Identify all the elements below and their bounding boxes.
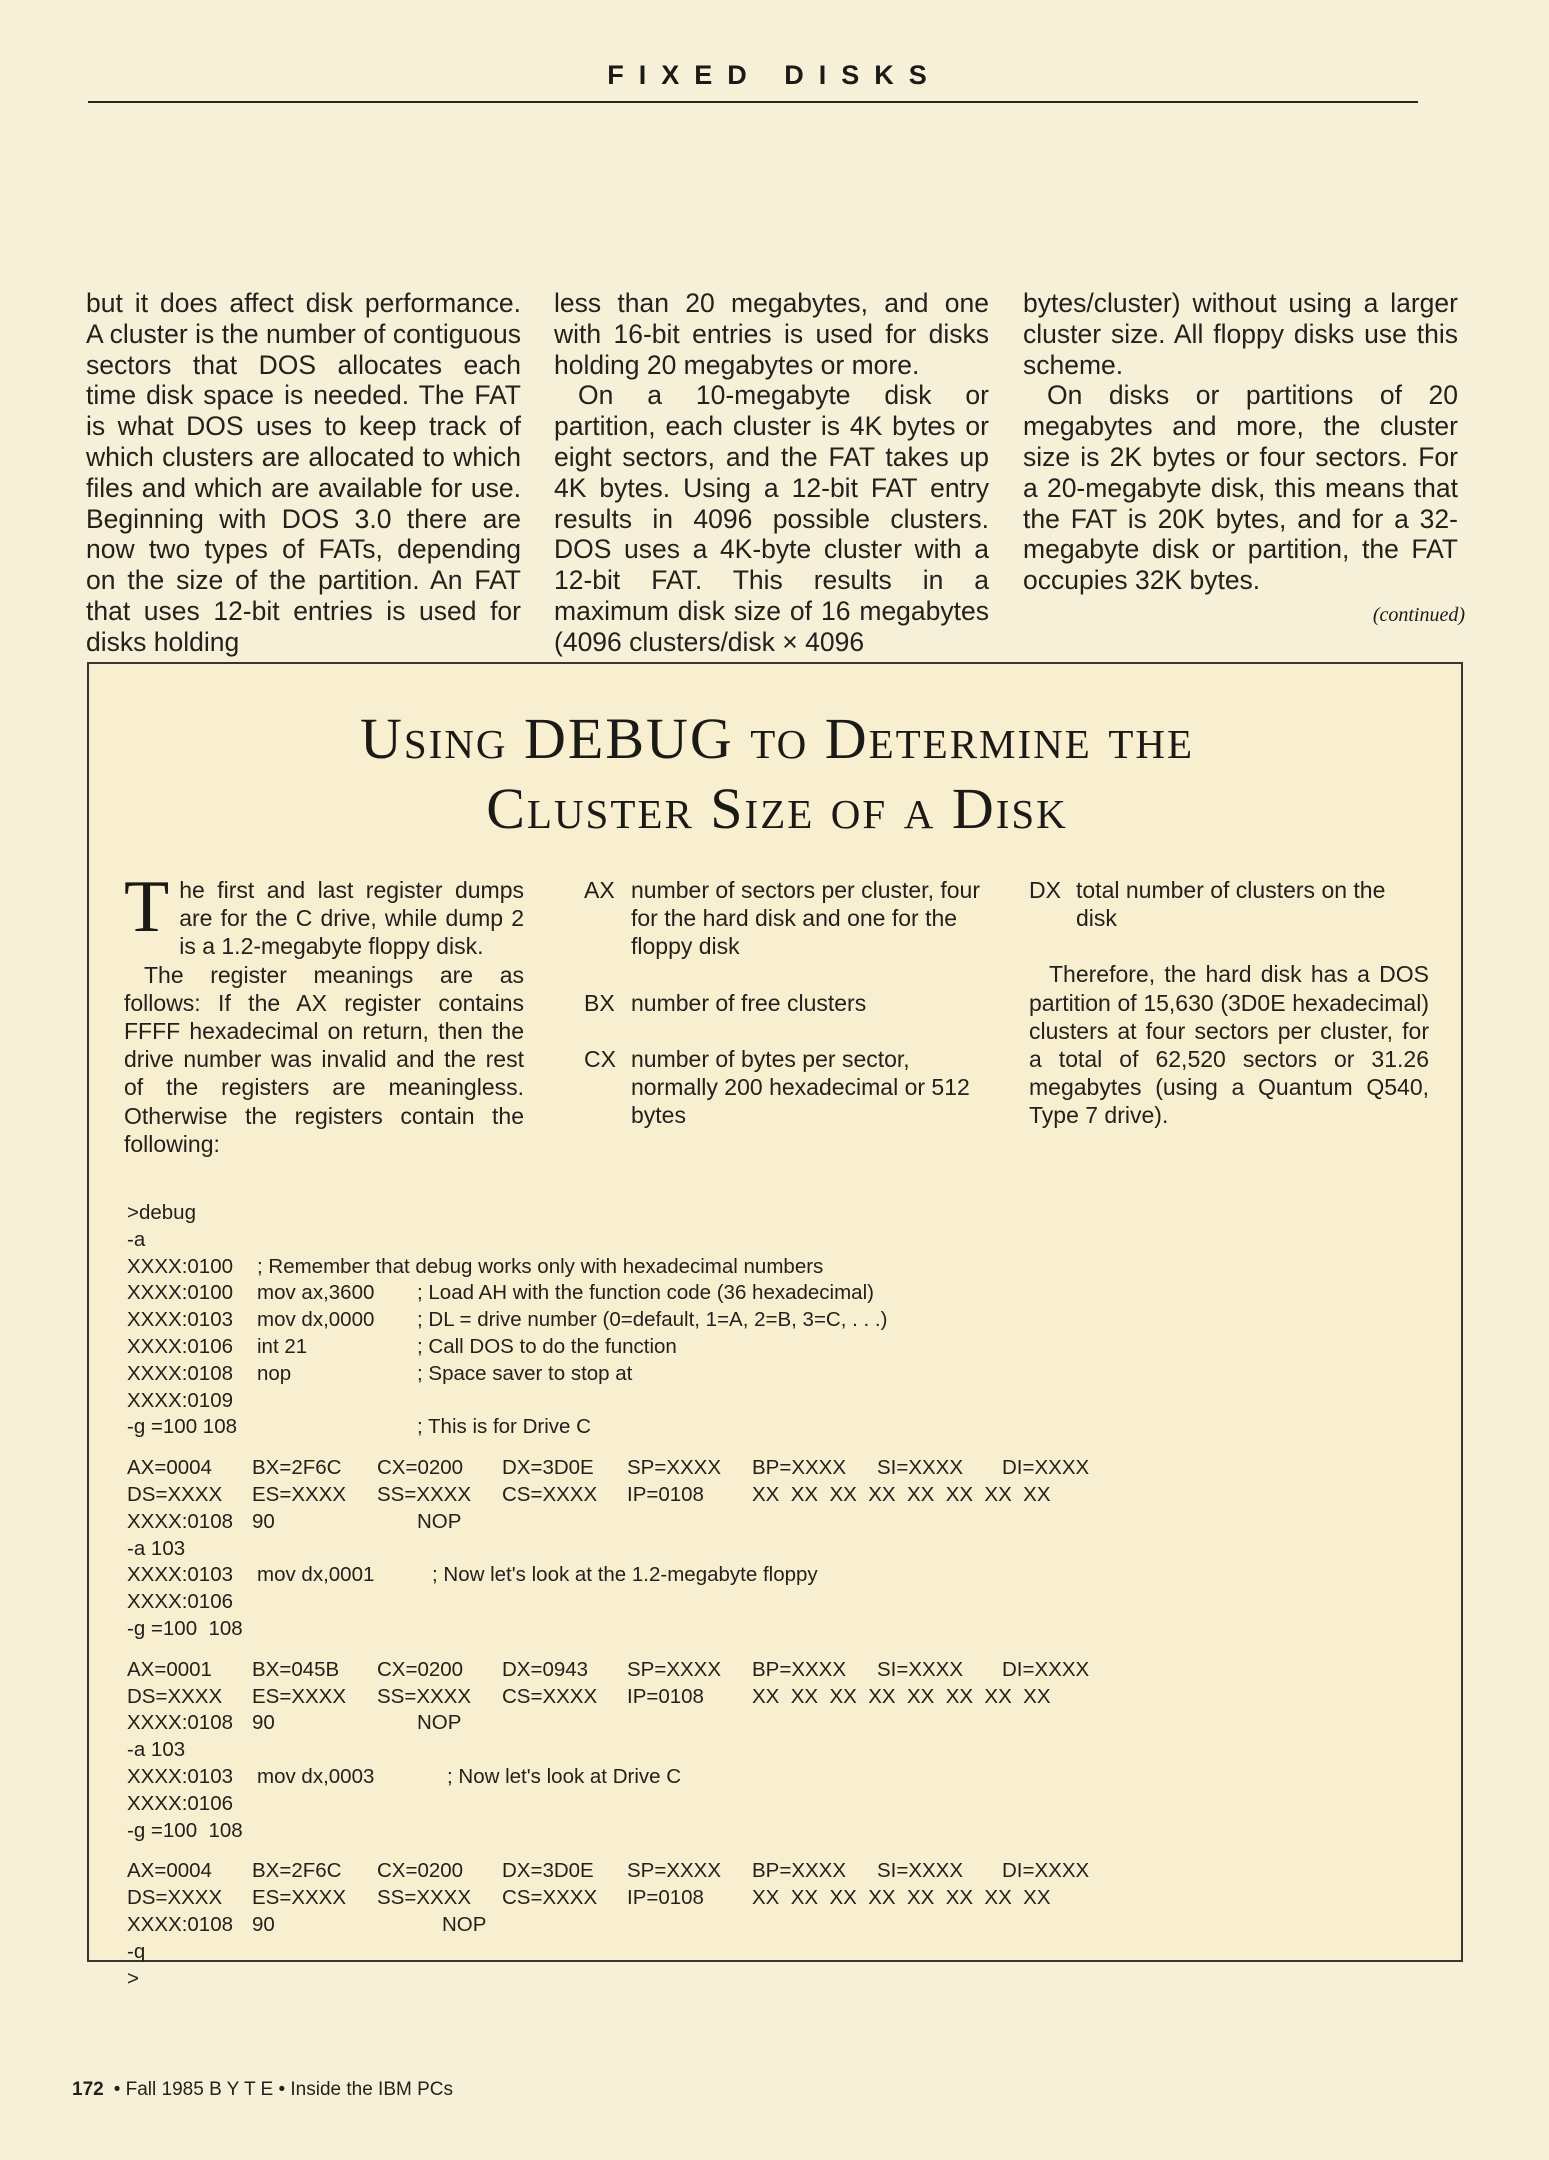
register-dump-line xyxy=(127,1657,1447,1684)
dump-value: DX=0943 xyxy=(502,1657,589,1681)
register-description: number of sectors per cluster, four for the hard disk and one for the floppy disk xyxy=(631,877,980,960)
register-description: number of free clusters xyxy=(631,989,867,1016)
dump-value: DX=3D0E xyxy=(502,1859,594,1883)
code-line xyxy=(127,1710,1447,1737)
code-line xyxy=(127,1307,1447,1334)
debug-listing xyxy=(127,1200,1447,1992)
code-instruction: mov dx,0001 xyxy=(257,1563,375,1587)
register-name: BX xyxy=(584,989,615,1016)
code-prompt: > xyxy=(127,1966,139,1990)
code-address: XXXX:0103 xyxy=(127,1563,233,1587)
code-line xyxy=(127,1254,1447,1281)
code-instruction: int 21 xyxy=(257,1334,308,1358)
code-address: XXXX:0109 xyxy=(127,1388,233,1412)
register-dump-line xyxy=(127,1684,1447,1711)
code-comment: ; Call DOS to do the function xyxy=(417,1334,677,1358)
dump-value: ES=XXXX xyxy=(252,1482,347,1506)
dump-value: AX=0004 xyxy=(127,1456,212,1480)
sidebar-conclusion: Therefore, the hard disk has a DOS partition of 15,630 (3D0E hexadecimal) clusters at four sectors per cluster, for a total of 62,520 sectors or 31.26 megabytes (using a Quantum Q540, Type 7 drive). xyxy=(1029,961,1429,1129)
code-line xyxy=(127,1562,1447,1589)
code-text: >debug xyxy=(127,1201,196,1224)
code-address: XXXX:0106 xyxy=(127,1334,233,1358)
code-instruction: mov dx,0003 xyxy=(257,1764,375,1788)
sidebar-title-line-1: Using DEBUG to Determine the xyxy=(359,706,1195,771)
dump-value: IP=0108 xyxy=(627,1684,704,1708)
code-line xyxy=(127,1414,1447,1441)
sidebar-column-2 xyxy=(584,876,984,1157)
code-line xyxy=(127,1737,1447,1764)
dump-value: CX=0200 xyxy=(377,1859,464,1883)
code-line xyxy=(127,1509,1447,1536)
code-opcode: 90 xyxy=(252,1912,275,1936)
register-dump-line xyxy=(127,1858,1447,1885)
code-address: XXXX:0100 xyxy=(127,1281,233,1305)
register-description: number of bytes per sector, normally 200 hexadecimal or 512 bytes xyxy=(631,1045,970,1129)
dump-value: CS=XXXX xyxy=(502,1482,598,1506)
dump-value: DS=XXXX xyxy=(127,1482,223,1506)
page-number: 172 xyxy=(72,2079,104,2100)
sidebar-column-3 xyxy=(1029,876,1429,1153)
code-comment: ; Remember that debug works only with hexadecimal numbers xyxy=(257,1254,824,1278)
page-footer xyxy=(72,2079,453,2101)
code-address: XXXX:0106 xyxy=(127,1791,233,1815)
article-paragraph: bytes/cluster) without using a larger cluster size. All floppy disks use this scheme. xyxy=(1023,288,1458,380)
code-line xyxy=(127,1536,1447,1563)
code-instruction: nop xyxy=(257,1361,292,1385)
code-address: XXXX:0100 xyxy=(127,1254,233,1278)
dump-value: SP=XXXX xyxy=(627,1657,722,1681)
register-description: total number of clusters on the disk xyxy=(1076,877,1386,932)
register-name: AX xyxy=(584,877,615,903)
code-line xyxy=(127,1200,1447,1227)
running-head: FIXED DISKS xyxy=(607,60,942,90)
code-instruction: NOP xyxy=(442,1912,487,1936)
dump-value: AX=0001 xyxy=(127,1657,212,1681)
sidebar-intro: he first and last register dumps are for the C drive, while dump 2 is a 1.2-megabyte floppy disk. xyxy=(179,877,524,960)
sidebar-paragraph: The register meanings are as follows: If the AX register contains FFFF hexadecimal on return, then the drive number was invalid and the rest of the registers are meaningless. Otherwise the registers contain the following: xyxy=(124,961,524,1157)
sidebar-box xyxy=(87,662,1463,1990)
code-instruction: NOP xyxy=(417,1509,462,1533)
register-dump-line xyxy=(127,1482,1447,1509)
code-line xyxy=(127,1616,1447,1643)
dump-value: CX=0200 xyxy=(377,1456,464,1480)
dump-value: SP=XXXX xyxy=(627,1456,722,1480)
register-dump-line xyxy=(127,1455,1447,1482)
code-address: XXXX:0106 xyxy=(127,1590,233,1614)
sidebar-title xyxy=(89,704,1465,844)
register-entry xyxy=(584,876,984,961)
header-rule xyxy=(88,101,1418,103)
code-line xyxy=(127,1818,1447,1845)
code-command: -g =100 108 xyxy=(127,1616,243,1640)
dump-value: SP=XXXX xyxy=(627,1859,722,1883)
dump-value: BP=XXXX xyxy=(752,1456,847,1480)
sidebar-title-line-2: Cluster Size of a Disk xyxy=(486,776,1068,841)
code-comment: ; Now let's look at the 1.2-megabyte floppy xyxy=(432,1563,818,1587)
code-line xyxy=(127,1791,1447,1818)
register-name: DX xyxy=(1029,877,1061,903)
dump-value: ES=XXXX xyxy=(252,1886,347,1910)
code-line xyxy=(127,1589,1447,1616)
dump-bytes: XX XX XX XX XX XX XX XX xyxy=(752,1886,1051,1910)
register-entry xyxy=(584,989,984,1017)
article-paragraph: less than 20 megabytes, and one with 16-bit entries is used for disks holding 20 megabytes or more. xyxy=(554,288,989,380)
code-address: XXXX:0108 xyxy=(127,1711,233,1735)
code-line xyxy=(127,1939,1447,1966)
continued-note: (continued) xyxy=(1372,604,1465,626)
code-command: -q xyxy=(127,1939,146,1963)
dump-value: DI=XXXX xyxy=(1002,1657,1090,1681)
code-opcode: 90 xyxy=(252,1711,275,1735)
dump-value: BP=XXXX xyxy=(752,1859,847,1883)
dump-value: DI=XXXX xyxy=(1002,1456,1090,1480)
article-paragraph: On disks or partitions of 20 megabytes and more, the cluster size is 2K bytes or four sectors. For a 20-megabyte disk, this means that the FAT is 20K bytes, and for a 32-megabyte disk or partition, the FAT occupies 32K bytes. xyxy=(1023,380,1458,596)
register-entry xyxy=(1029,876,1429,932)
dump-value: SI=XXXX xyxy=(877,1456,964,1480)
dump-value: CX=0200 xyxy=(377,1657,464,1681)
register-dump-line xyxy=(127,1885,1447,1912)
code-opcode: 90 xyxy=(252,1509,275,1533)
article-paragraph: but it does affect disk performance. A cluster is the number of contiguous sectors that DOS allocates each time disk space is needed. The FAT is what DOS uses to keep track of which clusters are allocated to which files and which are available for use. Beginning with DOS 3.0 there are now two types of FATs, depending on the size of the partition. An FAT that uses 12-bit entries is used for disks holding xyxy=(86,288,521,657)
code-address: XXXX:0103 xyxy=(127,1308,233,1332)
dump-value: BP=XXXX xyxy=(752,1657,847,1681)
article-column-1 xyxy=(86,288,521,658)
article-column-3 xyxy=(1023,288,1458,596)
dump-value: DS=XXXX xyxy=(127,1886,223,1910)
dump-value: BX=045B xyxy=(252,1657,340,1681)
code-line xyxy=(127,1280,1447,1307)
code-instruction: mov ax,3600 xyxy=(257,1281,375,1305)
footer-text: • Fall 1985 B Y T E • Inside the IBM PCs xyxy=(113,2079,453,2100)
code-line xyxy=(127,1334,1447,1361)
code-comment: ; This is for Drive C xyxy=(417,1415,591,1439)
dump-value: CS=XXXX xyxy=(502,1684,598,1708)
code-comment: ; DL = drive number (0=default, 1=A, 2=B, 3=C, . . .) xyxy=(417,1308,888,1332)
dump-value: SI=XXXX xyxy=(877,1657,964,1681)
code-comment: ; Space saver to stop at xyxy=(417,1361,633,1385)
register-entry xyxy=(584,1045,984,1130)
code-line xyxy=(127,1966,1447,1993)
register-name: CX xyxy=(584,1045,616,1072)
code-command: -a 103 xyxy=(127,1738,186,1762)
code-comment: ; Now let's look at Drive C xyxy=(447,1764,682,1788)
code-command: -a 103 xyxy=(127,1536,186,1560)
code-text: -a xyxy=(127,1227,146,1251)
code-comment: ; Load AH with the function code (36 hexadecimal) xyxy=(417,1281,874,1305)
dump-value: BX=2F6C xyxy=(252,1859,342,1883)
dump-bytes: XX XX XX XX XX XX XX XX xyxy=(752,1482,1051,1506)
dump-value: SS=XXXX xyxy=(377,1684,472,1708)
dump-value: BX=2F6C xyxy=(252,1456,342,1480)
code-line xyxy=(127,1912,1447,1939)
code-address: XXXX:0108 xyxy=(127,1912,233,1936)
dump-bytes: XX XX XX XX XX XX XX XX xyxy=(752,1684,1051,1708)
dump-value: ES=XXXX xyxy=(252,1684,347,1708)
dump-value: SS=XXXX xyxy=(377,1886,472,1910)
code-instruction: NOP xyxy=(417,1711,462,1735)
article-column-2 xyxy=(554,288,989,658)
code-line xyxy=(127,1764,1447,1791)
code-line xyxy=(127,1227,1447,1254)
code-command: -g =100 108 xyxy=(127,1415,237,1439)
drop-cap: T xyxy=(124,866,170,948)
dump-value: SI=XXXX xyxy=(877,1859,964,1883)
code-line xyxy=(127,1388,1447,1415)
sidebar-column-1 xyxy=(124,866,524,1158)
dump-value: IP=0108 xyxy=(627,1482,704,1506)
article-paragraph: On a 10-megabyte disk or partition, each cluster is 4K bytes or eight sectors, and the FAT takes up 4K bytes. Using a 12-bit FAT entry results in 4096 possible clusters. DOS uses a 4K-byte cluster with a 12-bit FAT. This results in a maximum disk size of 16 megabytes (4096 clusters/disk × 4096 xyxy=(554,380,989,657)
dump-value: DS=XXXX xyxy=(127,1684,223,1708)
code-address: XXXX:0103 xyxy=(127,1764,233,1788)
code-address: XXXX:0108 xyxy=(127,1509,233,1533)
dump-value: SS=XXXX xyxy=(377,1482,472,1506)
dump-value: IP=0108 xyxy=(627,1886,704,1910)
dump-value: DI=XXXX xyxy=(1002,1859,1090,1883)
code-line xyxy=(127,1361,1447,1388)
dump-value: CS=XXXX xyxy=(502,1886,598,1910)
code-command: -g =100 108 xyxy=(127,1818,243,1842)
dump-value: AX=0004 xyxy=(127,1859,212,1883)
code-instruction: mov dx,0000 xyxy=(257,1308,375,1332)
dump-value: DX=3D0E xyxy=(502,1456,594,1480)
code-address: XXXX:0108 xyxy=(127,1361,233,1385)
